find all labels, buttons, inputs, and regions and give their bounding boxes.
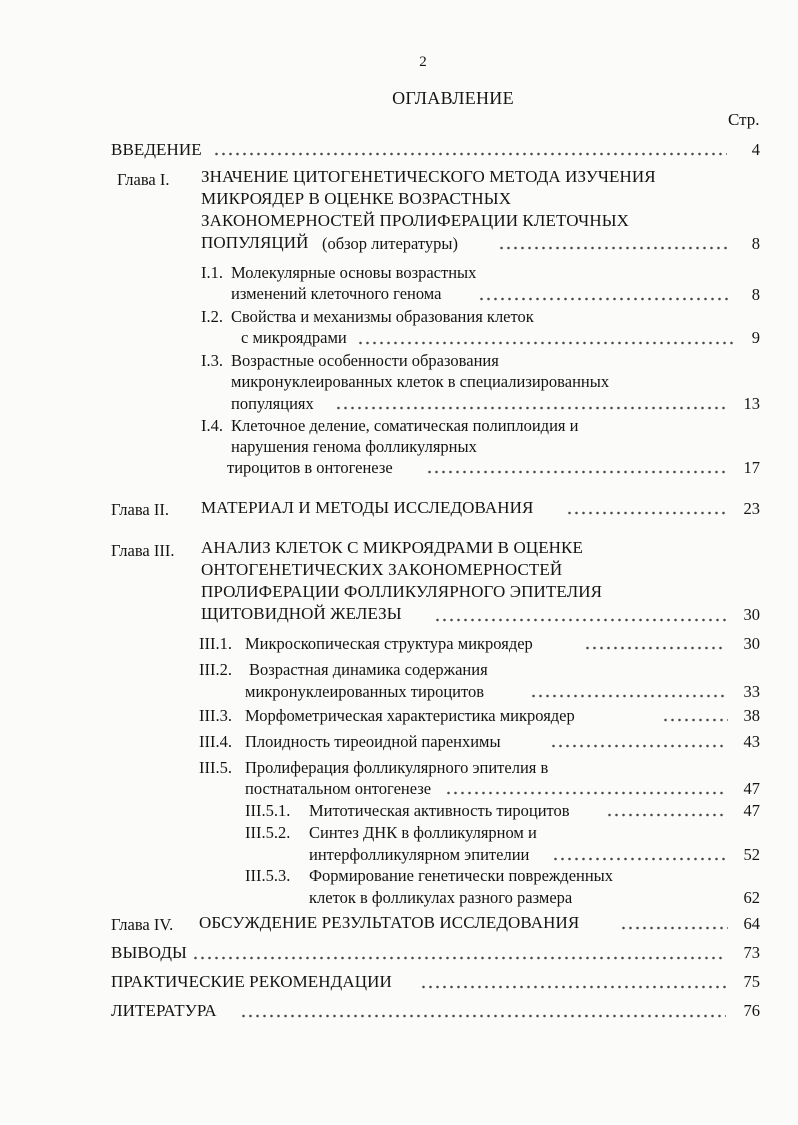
toc-ch1-title-line: МИКРОЯДЕР В ОЦЕНКЕ ВОЗРАСТНЫХ (201, 189, 512, 208)
toc-section-title: Морфометрическая характеристика микроядер (245, 706, 575, 725)
toc-subsection-page: 47 (743, 801, 760, 820)
page-title: ОГЛАВЛЕНИЕ (392, 88, 514, 108)
toc-section-page: 43 (743, 732, 760, 751)
toc-leader (192, 956, 726, 960)
toc-ch1-title-note: (обзор литературы) (322, 234, 459, 253)
toc-section-page: 38 (743, 706, 760, 725)
toc-ch3-title-line: ПРОЛИФЕРАЦИИ ФОЛЛИКУЛЯРНОГО ЭПИТЕЛИЯ (201, 582, 603, 601)
toc-section-title-line: микронуклеированных клеток в специализированных (231, 372, 610, 391)
toc-leader (357, 341, 733, 345)
toc-section-title-line: Пролиферация фолликулярного эпителия в (245, 758, 549, 777)
toc-ch3-label: Глава III. (111, 541, 175, 560)
toc-leader (426, 470, 728, 474)
toc-ch2-label: Глава II. (111, 500, 169, 519)
toc-subsection-title-line: интерфолликулярном эпителии (309, 845, 530, 864)
toc-section-title-line: с микроядрами (241, 328, 347, 347)
page-number: 2 (419, 54, 427, 70)
toc-subsection-number: III.5.3. (245, 866, 291, 885)
toc-ch1-label: Глава I. (117, 170, 170, 189)
toc-intro-title: ВВЕДЕНИЕ (111, 140, 202, 159)
toc-subsection-title: Митотическая активность тироцитов (309, 801, 570, 820)
toc-leader (240, 1014, 726, 1018)
toc-leader (420, 985, 728, 989)
toc-section-number: I.1. (201, 263, 223, 282)
toc-ch2-title: МАТЕРИАЛ И МЕТОДЫ ИССЛЕДОВАНИЯ (201, 498, 534, 517)
toc-section-title-line: Возрастная динамика содержания (249, 660, 488, 679)
toc-ch3-title-line: АНАЛИЗ КЛЕТОК С МИКРОЯДРАМИ В ОЦЕНКЕ (201, 538, 583, 557)
toc-ch4-page: 64 (743, 914, 760, 933)
toc-ch1-page: 8 (751, 234, 760, 253)
toc-leader (445, 791, 727, 795)
toc-subsection-title-line: клеток в фолликулах разного размера (309, 888, 573, 907)
toc-section-page: 9 (751, 328, 760, 347)
toc-subsection-title-line: Синтез ДНК в фолликулярном и (309, 823, 537, 842)
toc-ch3-title-line: ЩИТОВИДНОЙ ЖЕЛЕЗЫ (201, 604, 402, 623)
toc-section-title-line: популяциях (231, 394, 314, 413)
toc-ch4-title: ОБСУЖДЕНИЕ РЕЗУЛЬТАТОВ ИССЛЕДОВАНИЯ (199, 913, 580, 932)
toc-section-title-line: Свойства и механизмы образования клеток (231, 307, 534, 326)
toc-literature-page: 76 (743, 1001, 760, 1020)
toc-section-number: III.5. (199, 758, 232, 777)
toc-ch1-title-line: ЗАКОНОМЕРНОСТЕЙ ПРОЛИФЕРАЦИИ КЛЕТОЧНЫХ (201, 211, 630, 230)
toc-section-page: 30 (743, 634, 760, 653)
toc-leader (213, 152, 727, 156)
toc-section-page: 33 (743, 682, 760, 701)
toc-section-title: Микроскопическая структура микроядер (245, 634, 533, 653)
toc-section-title-line: Клеточное деление, соматическая полиплоидия и (231, 416, 579, 435)
toc-section-number: III.1. (199, 634, 232, 653)
toc-leader (530, 694, 726, 698)
toc-subsection-title-line: Формирование генетически поврежденных (309, 866, 614, 885)
toc-ch3-page: 30 (743, 605, 760, 624)
toc-section-page: 8 (751, 285, 760, 304)
toc-ch3-title-line: ОНТОГЕНЕТИЧЕСКИХ ЗАКОНОМЕРНОСТЕЙ (201, 560, 563, 579)
toc-ch1-title-line: ЗНАЧЕНИЕ ЦИТОГЕНЕТИЧЕСКОГО МЕТОДА ИЗУЧЕНИЯ (201, 167, 656, 186)
toc-section-title-line: изменений клеточного генома (231, 284, 442, 303)
toc-section-title-line: микронуклеированных тироцитов (245, 682, 485, 701)
toc-section-title: Плоидность тиреоидной паренхимы (245, 732, 501, 751)
toc-section-number: III.3. (199, 706, 232, 725)
toc-section-title-line: Возрастные особенности образования (231, 351, 499, 370)
toc-section-title-line: Молекулярные основы возрастных (231, 263, 477, 282)
toc-section-page: 13 (743, 394, 760, 413)
toc-section-number: I.2. (201, 307, 223, 326)
toc-section-title-line: постнатальном онтогенезе (245, 779, 432, 798)
toc-recommendations-page: 75 (743, 972, 760, 991)
toc-ch1-title-line: ПОПУЛЯЦИЙ (201, 233, 309, 252)
toc-section-number: III.4. (199, 732, 232, 751)
toc-subsection-page: 52 (743, 845, 760, 864)
toc-section-page: 47 (743, 779, 760, 798)
toc-subsection-page: 62 (743, 888, 760, 907)
toc-recommendations-title: ПРАКТИЧЕСКИЕ РЕКОМЕНДАЦИИ (111, 972, 392, 991)
toc-leader (478, 297, 730, 301)
toc-section-number: I.4. (201, 416, 223, 435)
toc-section-page: 17 (743, 458, 760, 477)
toc-literature-title: ЛИТЕРАТУРА (111, 1001, 217, 1020)
toc-ch4-label: Глава IV. (111, 915, 174, 934)
toc-section-number: III.2. (199, 660, 232, 679)
toc-subsection-number: III.5.1. (245, 801, 291, 820)
toc-section-title-line: нарушения генома фолликулярных (231, 437, 477, 456)
toc-intro-page: 4 (751, 140, 760, 159)
toc-subsection-number: III.5.2. (245, 823, 291, 842)
toc-conclusions-title: ВЫВОДЫ (111, 943, 187, 962)
toc-section-number: I.3. (201, 351, 223, 370)
toc-section-title-line: тироцитов в онтогенезе (227, 458, 393, 477)
toc-leader (335, 406, 727, 410)
toc-leader (434, 618, 730, 622)
toc-ch2-page: 23 (743, 499, 760, 518)
toc-leader (498, 246, 730, 250)
toc-conclusions-page: 73 (743, 943, 760, 962)
page-column-label: Стр. (728, 110, 760, 129)
